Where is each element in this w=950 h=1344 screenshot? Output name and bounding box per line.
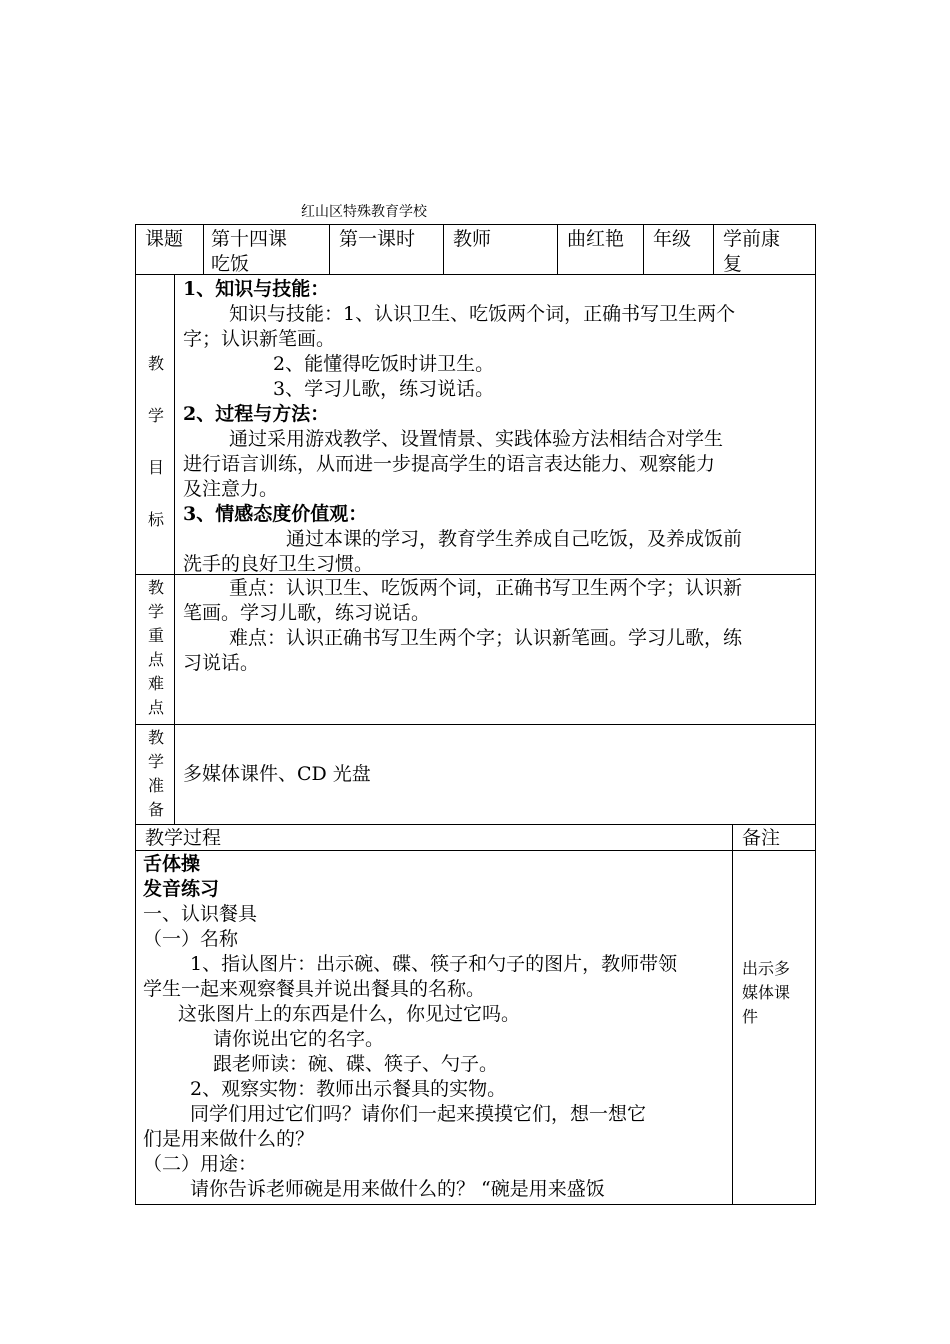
lesson-period: 第一课时 (339, 228, 416, 250)
process-line: （一）名称 (143, 928, 239, 950)
grade-label: 年级 (653, 228, 692, 250)
process-line: 1、指认图片：出示碗、碟、筷子和勺子的图片，教师带领 (190, 953, 678, 975)
lesson-title (211, 227, 287, 277)
school-name: 红山区特殊教育学校 (301, 204, 427, 220)
process-header: 教学过程 (145, 827, 222, 849)
subject-label: 课题 (145, 228, 184, 250)
process-content (143, 852, 728, 1202)
process-line: 跟老师读：碗、碟、筷子、勺子。 (213, 1053, 499, 1075)
prep-content: 多媒体课件、CD 光盘 (183, 763, 371, 785)
prep-side-label: 教 学 准 备 (147, 728, 164, 819)
process-notes: 出示多 媒体课 件 (742, 959, 791, 1026)
process-line: 学生一起来观察餐具并说出餐具的名称。 (143, 978, 486, 1000)
process-line: 舌体操 (143, 853, 201, 875)
process-line: 这张图片上的东西是什么，你见过它吗。 (178, 1003, 521, 1025)
focus-content: 重点：认识卫生、吃饭两个词，正确书写卫生两个字；认识新 笔画。学习儿歌，练习说话。 难点：认识正确书写卫生两个字；认识新笔画。学习儿歌，练 习说话。 (183, 577, 743, 674)
grade-value (723, 227, 780, 277)
goals-side-label: 教 学 目 标 (147, 354, 164, 529)
grade-value-line1: 学前康 (723, 228, 781, 250)
process-line: 请你说出它的名字。 (213, 1028, 385, 1050)
goals-heading-2: 2、过程与方法： (183, 403, 330, 425)
notes-header: 备注 (742, 827, 781, 849)
process-line: 请你告诉老师碗是用来做什么的？ “碗是用来盛饭 (190, 1178, 605, 1200)
lesson-title-line2: 吃饭 (211, 253, 250, 275)
lesson-title-line1: 第十四课 (211, 228, 288, 250)
process-line: 2、观察实物：教师出示餐具的实物。 (190, 1078, 507, 1100)
process-line: 们是用来做什么的？ (143, 1128, 315, 1150)
process-line: （二）用途： (143, 1153, 258, 1175)
teacher-label: 教师 (453, 228, 492, 250)
process-line: 同学们用过它们吗？请你们一起来摸摸它们，想一想它 (190, 1103, 647, 1125)
process-line: 发音练习 (143, 878, 220, 900)
teacher-name: 曲红艳 (567, 228, 625, 250)
goals-heading-1: 1、知识与技能： (183, 278, 330, 300)
goals-content: 1、知识与技能： 知识与技能：1、认识卫生、吃饭两个词，正确书写卫生两个 字；认识新笔画。 2、能懂得吃饭时讲卫生。 3、学习儿歌，练习说话。 2、过程与方法： 通过采用游戏教学、设置情景、实践体验方法相结合对学生 进行语言训练，从而进一步提高学生的语言表达能力、观察能力 及注意力。 3、情感态度价值观： 通过本课的学习，教育学生养成自己吃饭，及养成饭前 洗手的良好卫生习惯。 (183, 277, 811, 577)
goals-heading-3: 3、情感态度价值观： (183, 503, 368, 525)
process-line: 一、认识餐具 (143, 903, 258, 925)
grade-value-line2: 复 (723, 253, 743, 275)
focus-side-label: 教 学 重 点 难 点 (147, 578, 164, 717)
